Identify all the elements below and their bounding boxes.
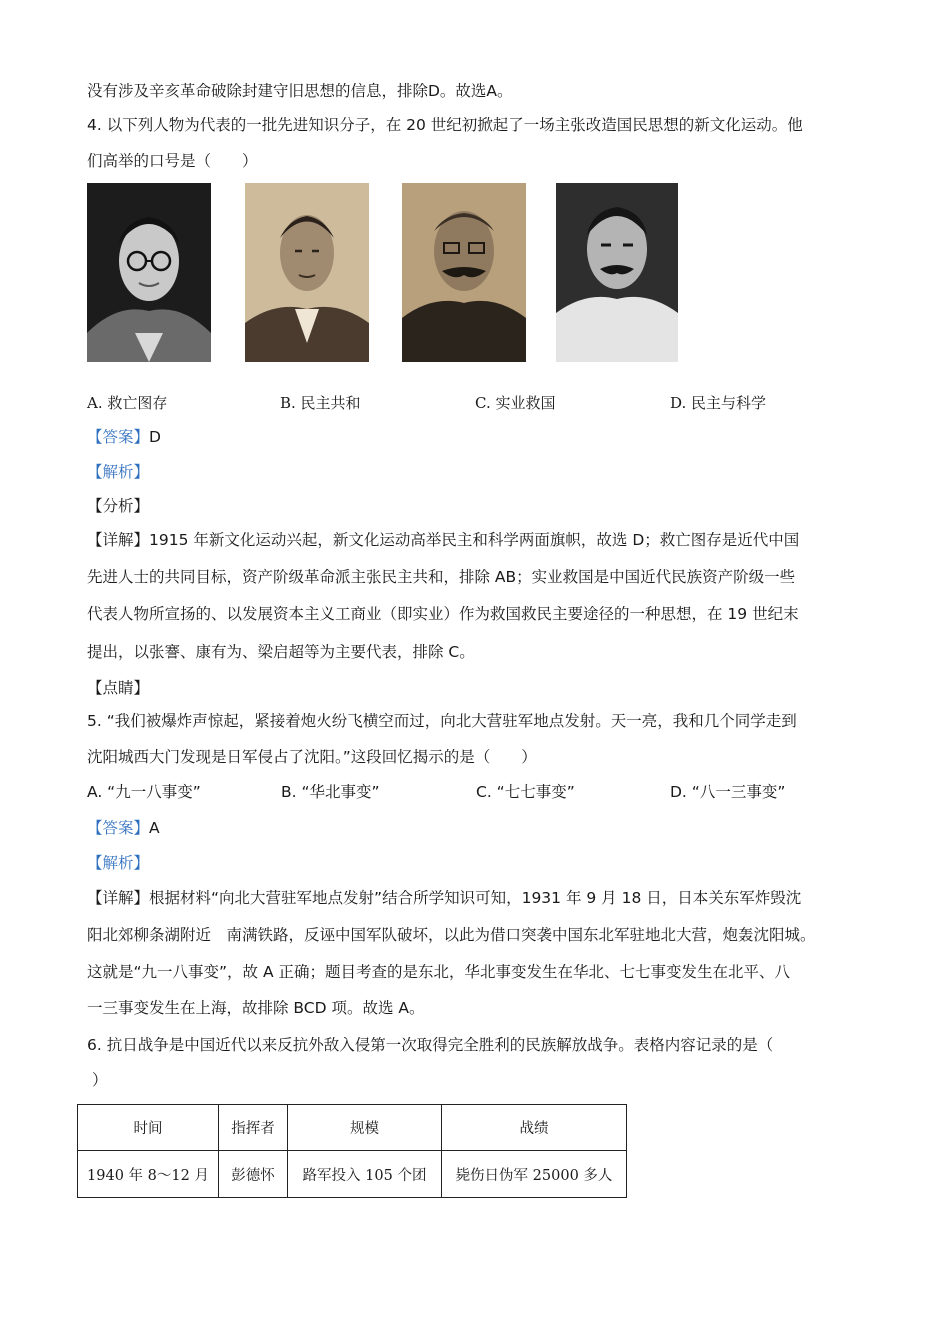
analysis-tag: 【解析】 <box>87 463 150 481</box>
option-b: B. “华北事变” <box>281 783 380 801</box>
analysis-tag: 【解析】 <box>87 854 150 872</box>
detail-tag: 【详解】 <box>87 531 150 549</box>
detail-line <box>87 529 799 551</box>
answer-tag: 【答案】 <box>87 819 150 837</box>
option-d: D. 民主与科学 <box>670 394 767 412</box>
option-d: D. “八一三事变” <box>670 783 786 801</box>
dianjing-tag: 【点睛】 <box>87 679 150 697</box>
portrait-photo-2 <box>245 183 369 362</box>
table-header-cell: 时间 <box>78 1105 219 1151</box>
detail-tag: 【详解】 <box>87 889 150 907</box>
table-cell: 路军投入 105 个团 <box>288 1151 442 1198</box>
option-c: C. 实业救国 <box>475 394 556 412</box>
table-cell: 1940 年 8～12 月 <box>78 1151 219 1198</box>
fenxi-tag: 【分析】 <box>87 497 150 515</box>
option-a: A. 救亡图存 <box>87 394 168 412</box>
portrait-photo-1 <box>87 183 211 362</box>
question-6-stem: 6. 抗日战争是中国近代以来反抗外敌入侵第一次取得完全胜利的民族解放战争。表格内容记录的是（ <box>87 1036 774 1054</box>
detail-line: 这就是“九一八事变”，故 A 正确；题目考查的是东北，华北事变发生在华北、七七事变发生在北平、八 <box>87 963 791 981</box>
question-6-stem-cont: ） <box>92 1071 108 1089</box>
question-5-stem-cont: 沈阳城西大门发现是日军侵占了沈阳。”这段回忆揭示的是（ ） <box>87 748 537 766</box>
table-header-cell: 规模 <box>288 1105 442 1151</box>
table-row <box>78 1151 627 1198</box>
portrait-photo-4 <box>556 183 678 362</box>
detail-line: 阳北郊柳条湖附近 南满铁路，反诬中国军队破坏，以此为借口突袭中国东北军驻地北大营，炮轰沈阳城。 <box>87 926 816 944</box>
table-header-cell: 指挥者 <box>219 1105 288 1151</box>
option-b: B. 民主共和 <box>280 394 361 412</box>
answer-value: A <box>149 819 160 837</box>
table-cell: 毙伤日伪军 25000 多人 <box>442 1151 627 1198</box>
table-header-row <box>78 1105 627 1151</box>
detail-line: 先进人士的共同目标，资产阶级革命派主张民主共和，排除 AB；实业救国是中国近代民族资产阶级一些 <box>87 568 796 586</box>
detail-text: 根据材料“向北大营驻军地点发射”结合所学知识可知，1931 年 9 月 18 日，日本关东军炸毁沈 <box>149 889 802 907</box>
option-c: C. “七七事变” <box>476 783 575 801</box>
answer-line <box>87 426 161 448</box>
text-line: 没有涉及辛亥革命破除封建守旧思想的信息，排除D。故选A。 <box>87 82 513 100</box>
table-cell: 彭德怀 <box>219 1151 288 1198</box>
question-4-stem: 4. 以下列人物为代表的一批先进知识分子，在 20 世纪初掀起了一场主张改造国民思想的新文化运动。他 <box>87 116 803 134</box>
table-header-cell: 战绩 <box>442 1105 627 1151</box>
detail-line: 一三事变发生在上海，故排除 BCD 项。故选 A。 <box>87 999 425 1017</box>
option-a: A. “九一八事变” <box>87 783 201 801</box>
answer-value: D <box>149 428 161 446</box>
question-5-stem: 5. “我们被爆炸声惊起，紧接着炮火纷飞横空而过，向北大营驻军地点发射。天一亮，我和几个同学走到 <box>87 712 797 730</box>
detail-line: 提出，以张謇、康有为、梁启超等为主要代表，排除 C。 <box>87 643 475 661</box>
portrait-photo-3 <box>402 183 526 362</box>
detail-line: 代表人物所宣扬的、以发展资本主义工商业（即实业）作为救国救民主要途径的一种思想，在 19 世纪末 <box>87 605 799 623</box>
detail-line <box>87 887 801 909</box>
data-table <box>77 1104 627 1198</box>
question-4-stem-cont: 们高举的口号是（ ） <box>87 152 258 170</box>
answer-tag: 【答案】 <box>87 428 150 446</box>
answer-line <box>87 817 160 839</box>
detail-text: 1915 年新文化运动兴起，新文化运动高举民主和科学两面旗帜，故选 D；救亡图存是近代中国 <box>149 531 800 549</box>
